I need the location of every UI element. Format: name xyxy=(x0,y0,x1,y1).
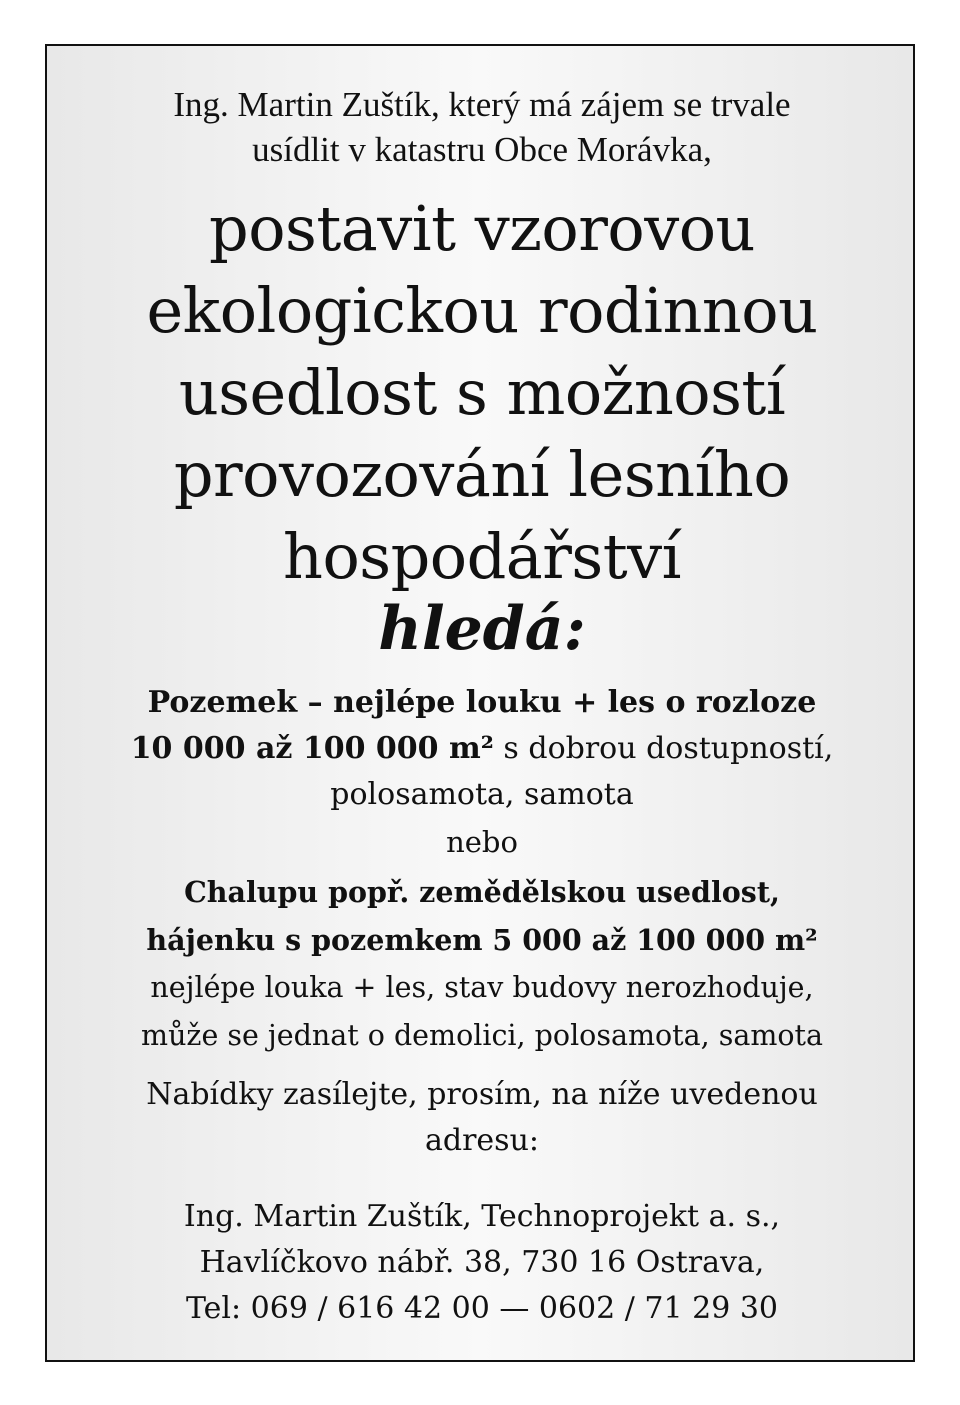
offer-line-1: Nabídky zasílejte, prosím, na níže uvedenou xyxy=(146,1077,818,1112)
or-divider: nebo xyxy=(446,825,518,859)
intro-text xyxy=(47,82,917,172)
contact-address xyxy=(47,1194,917,1332)
headline-line-5: hospodářství xyxy=(283,520,681,593)
headline-line-4: provozování lesního xyxy=(173,438,791,511)
plot-line-1: Pozemek – nejlépe louku + les o rozloze xyxy=(147,685,817,720)
cottage-line-4: může se jednat o demolici, polosamota, samota xyxy=(141,1019,823,1052)
contact-street: Havlíčkovo nábř. 38, 730 16 Ostrava, xyxy=(199,1245,765,1280)
headline xyxy=(47,188,917,598)
headline-line-2: ekologickou rodinnou xyxy=(146,274,818,347)
headline-line-3: usedlost s možností xyxy=(178,356,786,429)
intro-line-1: Ing. Martin Zuštík, který má zájem se trvale xyxy=(173,85,791,124)
searching-heading: hledá: xyxy=(378,594,586,664)
contact-name: Ing. Martin Zuštík, Technoprojekt a. s., xyxy=(183,1199,781,1234)
cottage-line-3: nejlépe louka + les, stav budovy nerozhoduje, xyxy=(150,971,814,1004)
plot-line-3: polosamota, samota xyxy=(330,777,634,812)
offer-instructions xyxy=(47,1072,917,1164)
headline-line-1: postavit vzorovou xyxy=(209,192,755,265)
advertisement-frame xyxy=(45,44,915,1362)
plot-area-range: 10 000 až 100 000 m² xyxy=(130,731,494,766)
plot-line-2 xyxy=(47,726,917,772)
offer-line-2: adresu: xyxy=(424,1123,539,1158)
cottage-requirements xyxy=(47,868,917,1060)
plot-requirements xyxy=(47,680,917,818)
cottage-line-1: Chalupu popř. zemědělskou usedlost, xyxy=(184,875,780,909)
contact-phone: Tel: 069 / 616 42 00 — 0602 / 71 29 30 xyxy=(186,1291,778,1326)
plot-access: s dobrou dostupností, xyxy=(493,731,834,766)
cottage-line-2: hájenku s pozemkem 5 000 až 100 000 m² xyxy=(146,923,818,957)
intro-line-2: usídlit v katastru Obce Morávka, xyxy=(252,130,712,169)
